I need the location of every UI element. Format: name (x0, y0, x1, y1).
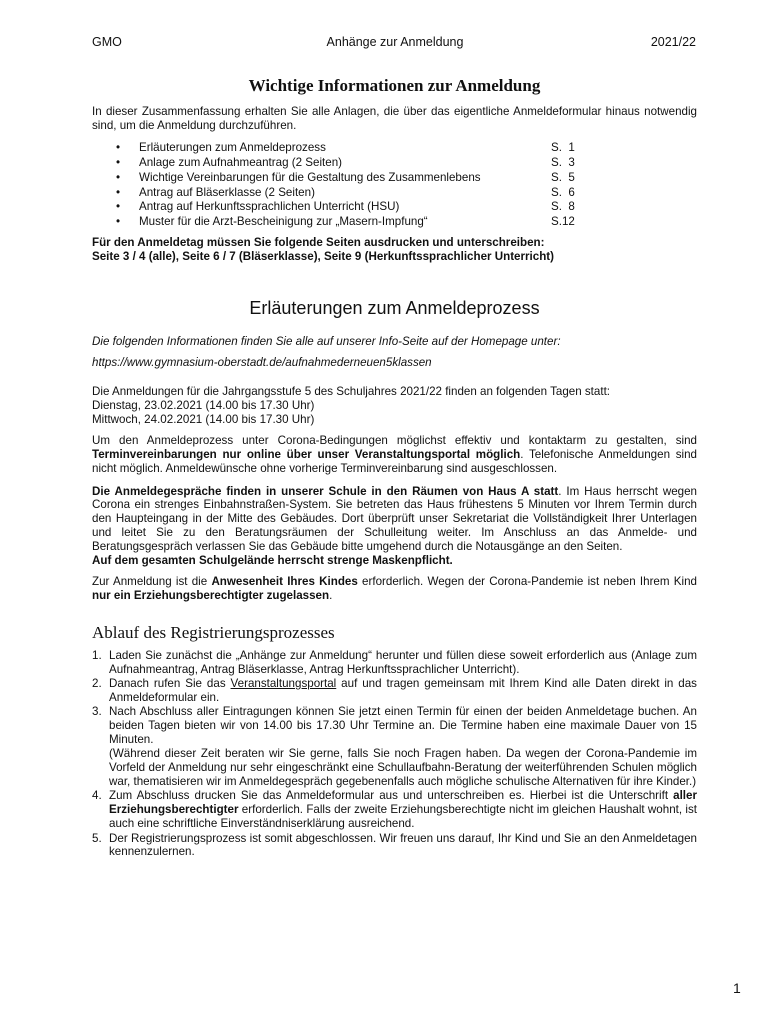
list-item-title: Muster für die Arzt-Bescheinigung zur „Masern-Impfung“ (139, 215, 428, 229)
list-item (92, 215, 697, 230)
bullet-icon: • (116, 185, 121, 199)
paragraph-location: Die Anmeldegespräche finden in unserer Schule in den Räumen von Haus A statt. Im Haus herrscht wegen Corona ein strenges Einbahnstraßen-System. Sie betreten das Haus frühestens 5 Minuten vor Ihrem Termin durch den Haupteingang in der Mitte des Gebäudes. Dort überprüft unser Sekretariat die Vollständigkeit Ihrer Unterlagen und leitet Sie zu den Beratungsräumen der Schulleitung weiter. Im Anschluss an das Anmelde- und Beratungsgespräch verlassen Sie das Gebäude bitte umgehend durch die Notausgänge an den Seiten. (92, 484, 697, 554)
bullet-icon: • (116, 170, 121, 184)
step-item (92, 649, 697, 677)
bullet-icon: • (116, 140, 121, 154)
list-item-title: Erläuterungen zum Anmeldeprozess (139, 140, 326, 154)
step-number: 1. (92, 648, 102, 662)
list-item-page: S. 8 (551, 200, 575, 214)
paragraph-appointments: Um den Anmeldeprozess unter Corona-Bedingungen möglichst effektiv und kontaktarm zu gestalten, sind Terminvereinbarungen nur online über unser Veranstaltungsportal möglich. Telefonische Anmeldungen sind nicht möglich. Anmeldewünsche ohne vorherige Terminvereinbarung sind ausgeschlossen. (92, 433, 697, 475)
veranstaltungsportal-link[interactable]: Veranstaltungsportal (230, 677, 337, 691)
step-note: (Während dieser Zeit beraten wir Sie gerne, falls Sie noch Fragen haben. Da wegen der Corona-Pandemie im Vorfeld der Anmeldung nur sehr eingeschränkt eine Schullaufbahn-Beratung der weiterführenden Schulen möglich war, thematisieren wir im Anmeldegespräch gegebenenfalls auch mögliche schulische Alternativen für ihre Kinder.) (109, 747, 697, 788)
list-item-title: Antrag auf Herkunftssprachlichen Unterricht (HSU) (139, 200, 400, 214)
date-tuesday: Dienstag, 23.02.2021 (14.00 bis 17.30 Uhr) (92, 398, 315, 412)
list-item (92, 171, 697, 186)
document-body (92, 76, 697, 860)
step-text: Danach rufen Sie das Veranstaltungsportal auf und tragen gemeinsam mit Ihrem Kind alle Daten direkt in das Anmeldeformular ein. (109, 677, 697, 704)
page-number: 1 (733, 980, 741, 996)
step-item (92, 832, 697, 860)
step-text: Nach Abschluss aller Eintragungen können Sie jetzt einen Termin für einen der beiden Anmeldetage buchen. An beiden Tagen bieten wir von 14.00 bis 17.30 Uhr Termine an. Die Termine haben eine maximale Dauer von 15 Minuten. (Während dieser Zeit beraten wir Sie gerne, falls Sie noch Fragen haben. Da wegen der Corona-Pandemie im Vorfeld der Anmeldung nur sehr eingeschränkt eine Schullaufbahn-Beratung der weiterführenden Schulen möglich war, thematisieren wir im Anmeldegespräch gegebenenfalls auch mögliche schulische Alternativen für ihre Kinder.) (109, 705, 697, 788)
step-number: 2. (92, 677, 102, 691)
bullet-icon: • (116, 200, 121, 214)
bullet-icon: • (116, 215, 121, 229)
step-number: 5. (92, 831, 102, 845)
emphasis-all-guardians: aller Erziehungsberechtigter (109, 789, 697, 817)
list-item-page: S. 5 (551, 170, 575, 184)
header-center: Anhänge zur Anmeldung (326, 35, 464, 49)
print-notice-line-2: Seite 3 / 4 (alle), Seite 6 / 7 (Bläserklasse), Seite 9 (Herkunftssprachlicher Unterricht) (92, 250, 555, 264)
list-item-page: S. 3 (551, 155, 575, 169)
list-item-page: S.12 (551, 215, 575, 229)
step-text: Zum Abschluss drucken Sie das Anmeldeformular aus und unterschreiben es. Hierbei ist die Unterschrift aller Erziehungsberechtigter erforderlich. Falls der zweite Erziehungsberechtigte nicht im gleichen Haushalt wohnt, ist auch eine schriftliche Einverständniserklärung ausreichend. (109, 789, 697, 831)
list-item (92, 200, 697, 215)
section-heading-process: Erläuterungen zum Anmeldeprozess (249, 298, 540, 319)
emphasis-one-guardian: nur ein Erziehungsberechtigter zugelassen (92, 588, 330, 602)
info-line: Die folgenden Informationen finden Sie alle auf unserer Info-Seite auf der Homepage unter: (92, 335, 561, 349)
header-right: 2021/22 (650, 35, 696, 49)
paragraph-attendance: Zur Anmeldung ist die Anwesenheit Ihres Kindes erforderlich. Wegen der Corona-Pandemie ist neben Ihrem Kind nur ein Erziehungsberechtigter zugelassen. (92, 574, 697, 602)
step-text: Laden Sie zunächst die „Anhänge zur Anmeldung“ herunter und füllen diese soweit erforderlich aus (Anlage zum Aufnahmeantrag, Antrag Bläserklasse, Antrag Herkunftssprachlicher Unterricht). (109, 648, 697, 676)
section-heading-registration: Ablauf des Registrierungsprozesses (92, 622, 335, 642)
info-url: https://www.gymnasium-oberstadt.de/aufnahmederneuen5klassen (92, 356, 432, 370)
list-item-title: Wichtige Vereinbarungen für die Gestaltung des Zusammenlebens (139, 170, 481, 184)
header-left: GMO (92, 35, 122, 49)
intro-text: In dieser Zusammenfassung erhalten Sie alle Anlagen, die über das eigentliche Anmeldeformular hinaus notwendig sind, um die Anmeldung durchzuführen. (92, 105, 697, 132)
list-item (92, 186, 697, 201)
step-text: Der Registrierungsprozess ist somit abgeschlossen. Wir freuen uns darauf, Ihr Kind und Sie an den Anmeldetagen kennenzulernen. (109, 831, 697, 859)
registration-steps (92, 649, 697, 860)
step-number: 4. (92, 789, 102, 803)
list-item-page: S. 1 (551, 140, 575, 154)
print-notice-line-1: Für den Anmeldetag müssen Sie folgende Seiten ausdrucken und unterschreiben: (92, 236, 545, 250)
step-number: 3. (92, 705, 102, 719)
emphasis-house-a: Die Anmeldegespräche finden in unserer Schule in den Räumen von Haus A statt (92, 484, 559, 498)
dates-intro: Die Anmeldungen für die Jahrgangsstufe 5 des Schuljahres 2021/22 finden an folgenden Tagen statt: (92, 385, 611, 399)
step-item (92, 705, 697, 788)
list-item-title: Antrag auf Bläserklasse (2 Seiten) (139, 185, 315, 199)
step-item (92, 789, 697, 831)
emphasis-child-presence: Anwesenheit Ihres Kindes (211, 574, 358, 588)
page-title: Wichtige Informationen zur Anmeldung (248, 76, 541, 95)
emphasis-online-only: Terminvereinbarungen nur online über unser Veranstaltungsportal möglich (92, 447, 521, 461)
attachment-list (92, 141, 697, 230)
list-item-title: Anlage zum Aufnahmeantrag (2 Seiten) (139, 155, 343, 169)
list-item (92, 156, 697, 171)
step-item (92, 677, 697, 705)
bullet-icon: • (116, 155, 121, 169)
mask-notice: Auf dem gesamten Schulgelände herrscht strenge Maskenpflicht. (92, 554, 453, 568)
date-wednesday: Mittwoch, 24.02.2021 (14.00 bis 17.30 Uhr) (92, 412, 315, 426)
list-item (92, 141, 697, 156)
list-item-page: S. 6 (551, 185, 575, 199)
